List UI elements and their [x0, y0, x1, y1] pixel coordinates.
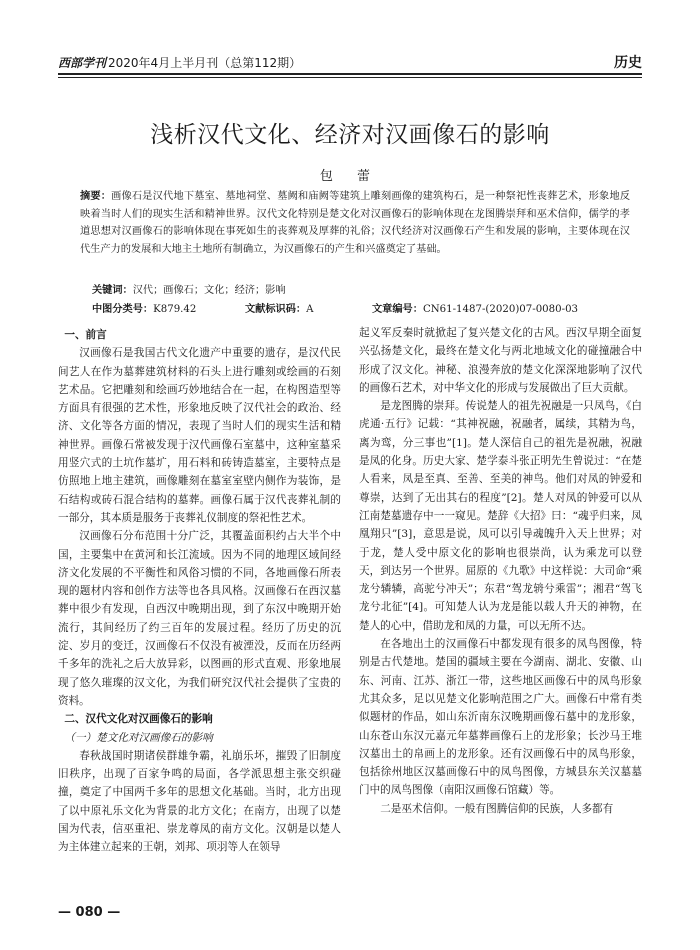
- paragraph: 在各地出土的汉画像石中都发现有很多的凤鸟图像，特别是古代楚地。楚国的疆域主要在今湖南、湖北、安徽、山东、河南、江苏、浙江一带，这些地区画像石中的凤鸟形象尤其众多，足以见楚文化影响范围之广大。画像石中常有类似题材的作品，如山东沂南东汉晚期画像石墓中的龙形象，山东苍山东汉元嘉元年墓葬画像石上的龙形象；长沙马王堆汉墓出土的帛画上的龙形象。还有汉画像石中的凤鸟形象，包括徐州地区汉墓画像石中的凤鸟图像，方城县东关汉墓墓门中的凤鸟图像（南阳汉画像石馆藏）等。: [359, 638, 642, 797]
- header-rule-thin: [58, 77, 642, 78]
- article-author: 包 蕾: [319, 169, 381, 184]
- clc-value: K879.42: [153, 304, 197, 315]
- keywords: [92, 281, 286, 296]
- subsection-heading: （一）楚文化对汉画像石的影响: [64, 731, 213, 744]
- paragraph: 二是巫术信仰。一般有图腾信仰的民族，人多都有: [380, 802, 614, 815]
- paragraph: 汉画像石分布范围十分广泛，其覆盖面积约占大半个中国，主要集中在黄河和长江流域。因为不同的地理区域间经济文化发展的不平衡性和风俗习惯的不同，各地画像石所表现的题材内容和创作方法等也各具风格。汉画像石在西汉墓葬中很少有发现，自西汉中晚期出现，到了东汉中晚期开始流行，其间经历了约三百年的发展过程。经历了历史的沉淀、岁月的变迁，汉画像石不仅没有被湮没，反而在历经两千多年的洗礼之后大放异彩，以图画的形式直观、形象地展现了悠久璀璨的汉文化，为我们研究汉代社会提供了宝贵的资料。: [58, 530, 341, 707]
- abstract-label: 摘要：: [80, 191, 112, 202]
- clc-number: [92, 300, 196, 315]
- paragraph: 春秋战国时期诸侯群雄争霸，礼崩乐坏，摧毁了旧制度旧秩序，出现了百家争鸣的局面，各学派思想主张交织碰撞，奠定了中国两千多年的思想文化基础。当时，北方出现了以中原礼乐文化为背景的北方文化；在南方，出现了以楚国为代表，信巫重祀、崇龙尊凤的南方文化。汉朝是以楚人为主体建立起来的王朝，刘邦、项羽等人在领导: [58, 749, 341, 854]
- paragraph: 起义军反秦时就掀起了复兴楚文化的古风。西汉早期全面复兴弘扬楚文化，最终在楚文化与两北地域文化的碰撞融合中形成了汉文化。神秘、浪漫奔放的楚文化深深地影响了汉代的画像石艺术，对中华文化的形成与发展做出了巨大贡献。: [359, 327, 642, 394]
- paragraph: 汉画像石是我国古代文化遗产中重要的遗存，是汉代民间艺人在作为墓葬建筑材料的石头上进行雕刻或绘画的石刻艺术品。它把雕刻和绘画巧妙地结合在一起，在构图造型等方面具有很强的艺术性，形象地反映了汉代社会的政治、经济、文化等各方面的情况，表现了当时人们的现实生活和精神世界。画像石常被发现于汉代画像石室墓中，这种室墓采用竖穴式的土坑作墓圹，用石料和砖铸造墓室，主要特点是仿照地上地主建筑，画像雕刻在墓室室壁内侧作为装饰，是石结构或砖石混合结构的墓葬。画像石属于汉代丧葬礼制的一部分，其本质是服务于丧葬礼仪制度的祭祀性艺术。: [58, 347, 341, 524]
- section-heading: 二、汉代文化对汉画像石的影响: [64, 713, 213, 726]
- code-label: 文献标识码：: [245, 304, 307, 315]
- id-value: CN61-1487-(2020)07-0080-03: [422, 304, 579, 315]
- journal-info: [58, 54, 301, 71]
- header-rule-thick: [58, 73, 642, 75]
- article-title: 浅析汉代文化、经济对汉画像石的影响: [150, 122, 550, 148]
- section-label: 历史: [614, 55, 642, 71]
- body-column-left: [58, 326, 341, 857]
- page-number: — 080 —: [58, 905, 121, 920]
- section-heading: 一、前言: [64, 329, 107, 341]
- running-header: [58, 52, 642, 72]
- journal-logo: 西部学刊: [58, 56, 107, 70]
- document-code: [245, 300, 313, 315]
- keywords-text: 汉代；画像石；文化；经济；影响: [132, 285, 286, 296]
- keywords-label: 关键词：: [92, 285, 133, 296]
- id-label: 文章编号：: [372, 304, 423, 315]
- abstract: [80, 188, 630, 258]
- code-value: A: [306, 304, 314, 315]
- journal-issue: 2020年4月上半月刊（总第112期）: [108, 56, 302, 70]
- article-id: [372, 300, 578, 315]
- paragraph: 是龙图腾的崇拜。传说楚人的祖先祝融是一只凤鸟，《白虎通·五行》记载：“其神祝融，祝融者，属续，其精为鸟，离为鸾，分三事也”[1]。楚人深信自己的祖先是祝融，祝融是凤的化身。历史大家、楚学泰斗张正明先生曾说过：“在楚人看来，凤是至真、至善、至美的神鸟。他们对凤的钟爱和尊崇，达到了无出其右的程度”[2]。楚人对凤的钟爱可以从江南楚墓遗存中一一窥见。楚辞《大招》曰：“魂乎归来，凤凰翔只”[3]，意思是说，凤可以引导魂魄升入天上世界；对于龙，楚人受中原文化的影响也很崇尚，认为乘龙可以登天，到达另一个世界。屈原的《九歌》中这样说：大司命“乘龙兮辚辚，高驼兮冲天”；东君“驾龙辀兮乘雷”；湘君“驾飞龙兮北征”[4]。可知楚人认为龙是能以载人升天的神物，在楚人的心中，借助龙和凤的力量，可以无所不达。: [359, 400, 642, 632]
- body-column-right: [359, 324, 642, 818]
- clc-label: 中图分类号：: [92, 304, 154, 315]
- abstract-text: 画像石是汉代地下墓室、墓地祠堂、墓阙和庙阙等建筑上雕刻画像的建筑构石，是一种祭祀性丧葬艺术，形象地反映着当时人们的现实生活和精神世界。汉代文化特别是楚文化对汉画像石的影响体现在龙图腾崇拜和巫术信仰，儒学的孝道思想对汉画像石的影响体现在事死如生的丧葬观及厚葬的礼俗；汉代经济对汉画像石产生和发展的影响，主要体现在汉代生产力的发展和大地主土地所有制确立，为汉画像石的产生和兴盛奠定了基础。: [80, 191, 631, 255]
